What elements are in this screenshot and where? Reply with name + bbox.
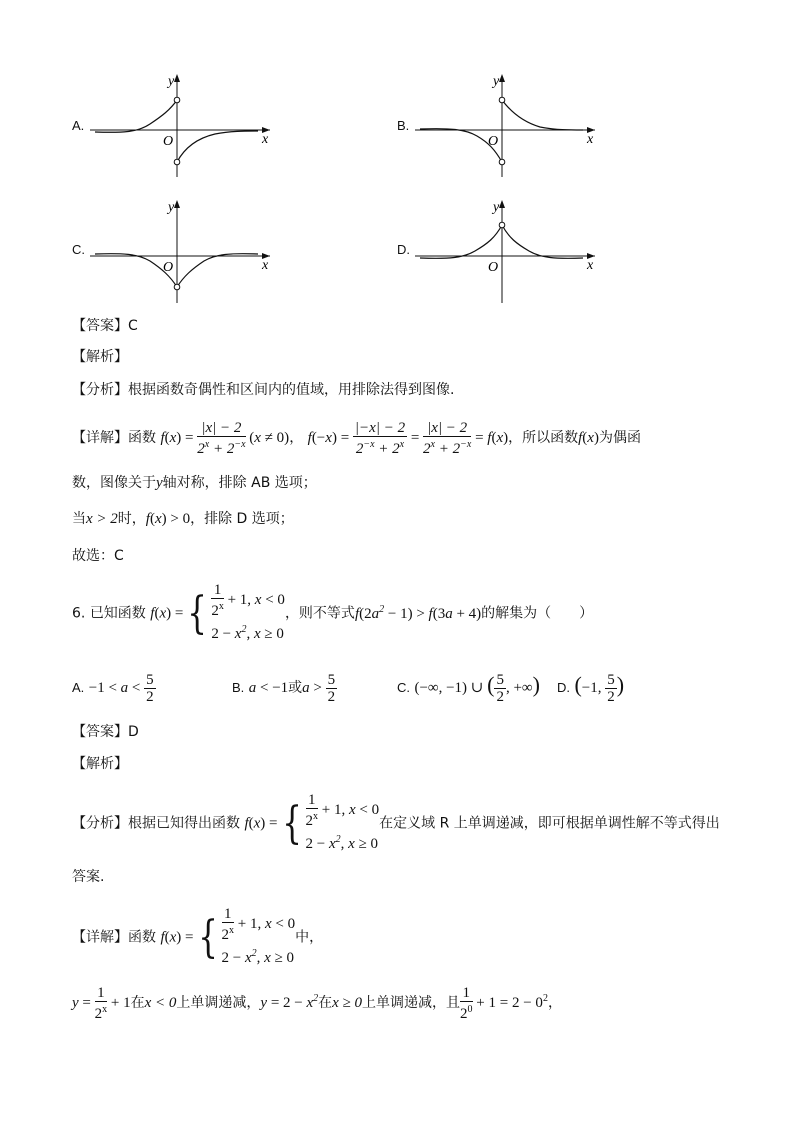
option-b-label: B. bbox=[232, 679, 245, 695]
formula-y1: y = $\frac{1}{2^x}$ + 1 bbox=[72, 985, 131, 1022]
graph-a bbox=[90, 72, 280, 177]
detail-text: ， bbox=[547, 994, 562, 1011]
condition: x > 2 bbox=[86, 511, 118, 527]
graph-b-label: B. bbox=[397, 118, 410, 133]
q5-detail-line2 bbox=[72, 473, 317, 493]
q5-detail-line1: 【详解】函数 f(x) = $\frac{|x| - 2}{2^x + 2^{-x}}$ (x ≠ 0)， f(−x) = $\frac{|-x| - 2}{2^{-x} + 2^x}$ = $\frac{|x| - 2}{2^x + 2^{-x}}$ = f(x)，所以函数f(x)为偶函 bbox=[72, 420, 641, 457]
answer-value: C bbox=[128, 318, 138, 334]
brace: { bbox=[197, 911, 218, 963]
q6-detail-last bbox=[72, 985, 562, 1022]
graph-d-x: x bbox=[587, 258, 594, 273]
detail-text: 函数 bbox=[128, 429, 156, 446]
graph-a-x: x bbox=[262, 132, 269, 147]
detail-text: 函数 bbox=[128, 929, 156, 946]
detail-text: 时， bbox=[117, 511, 146, 527]
formula-fx: f(x) bbox=[578, 429, 599, 446]
cases: $\frac{1}{2^x}$ + 1, x < 0 $2 - x^2$, x ≥ 0 bbox=[305, 792, 380, 852]
inequality: $f(2a^2 - 1) > f(3a + 4)$ bbox=[354, 603, 482, 622]
option-b: B. a < −1或a > $\frac{5}{2}$ bbox=[232, 672, 336, 705]
graph-d bbox=[415, 198, 605, 303]
stem-text: 已知函数 bbox=[89, 605, 146, 622]
stem-text: 的解集为（ ） bbox=[481, 605, 594, 622]
question-number: 6. bbox=[72, 605, 86, 622]
answer-tag: 【答案】 bbox=[72, 724, 128, 740]
graph-a-y: y bbox=[168, 74, 175, 89]
formula-eq: $\frac{1}{2^0}$ + $1 = 2 - 0^2$ bbox=[460, 985, 548, 1022]
fenxi-text: 根据已知得出函数 bbox=[128, 815, 240, 832]
q6-options bbox=[72, 672, 156, 705]
graph-b-o: O bbox=[488, 134, 499, 149]
graph-d-label: D. bbox=[397, 242, 410, 257]
formula-y2: $y = 2 - x^2$ bbox=[260, 992, 319, 1011]
graph-a-o: O bbox=[163, 134, 174, 149]
graph-b-y: y bbox=[493, 74, 500, 89]
graph-c-label: C. bbox=[72, 242, 85, 257]
cases: $\frac{1}{2^x}$ + 1, x < 0 $2 - x^2$, x ≥ 0 bbox=[221, 906, 296, 966]
detail-text: 上单调递减，且 bbox=[362, 994, 461, 1011]
q6-analysis-tag: 【解析】 bbox=[72, 756, 128, 772]
piecewise-def: f(x) = bbox=[244, 815, 278, 832]
answer-value: D bbox=[128, 724, 139, 740]
graph-a-label: A. bbox=[72, 118, 85, 133]
brace: { bbox=[187, 587, 208, 639]
graph-c bbox=[90, 198, 280, 303]
fenxi-tag: 【分析】 bbox=[72, 815, 128, 832]
axis-y: y bbox=[156, 475, 163, 491]
brace: { bbox=[281, 797, 302, 849]
graph-c-y: y bbox=[168, 200, 175, 215]
condition: x ≥ 0 bbox=[332, 994, 363, 1011]
option-a-label: A. bbox=[72, 679, 85, 695]
piecewise-def: f(x) = bbox=[160, 929, 194, 946]
fenxi-text: 根据函数奇偶性和区间内的值域，用排除法得到图像. bbox=[128, 382, 455, 398]
xiangjie-tag: 【详解】 bbox=[72, 929, 128, 946]
stem-text: ，则不等式 bbox=[284, 605, 355, 622]
option-c: C. (−∞, −1) ∪ ( $\frac{5}{2}$ , +∞) bbox=[397, 671, 540, 705]
detail-text: 数，图像关于 bbox=[72, 475, 156, 491]
fenxi-text: 在定义域 R 上单调递减，即可根据单调性解不等式得出 bbox=[379, 815, 720, 832]
graph-b-x: x bbox=[587, 132, 594, 147]
condition: x < 0 bbox=[144, 994, 177, 1011]
detail-text: ，所以函数 bbox=[508, 429, 579, 446]
q6-detail bbox=[72, 906, 323, 969]
option-c-label: C. bbox=[397, 679, 410, 695]
answer-tag: 【答案】 bbox=[72, 318, 128, 334]
formula-f2: f(−x) = $\frac{|-x| - 2}{2^{-x} + 2^x}$ = $\frac{|x| - 2}{2^x + 2^{-x}}$ = f(x) bbox=[307, 420, 509, 457]
graph-c-x: x bbox=[262, 258, 269, 273]
formula-pos: f(x) > 0 bbox=[145, 511, 191, 527]
q5-choice: 故选：C bbox=[72, 548, 124, 564]
piecewise-def: f(x) = bbox=[150, 605, 184, 622]
xiangjie-tag: 【详解】 bbox=[72, 429, 128, 446]
option-d: D. (−1, $\frac{5}{2}$ ) bbox=[557, 671, 625, 705]
detail-text: 当 bbox=[72, 511, 86, 527]
graph-c-o: O bbox=[163, 260, 174, 275]
fenxi-tag: 【分析】 bbox=[72, 382, 128, 398]
or-text: 或 bbox=[288, 679, 303, 696]
detail-text: 轴对称，排除 AB 选项； bbox=[162, 475, 317, 491]
formula-f1: f(x) = $\frac{|x| - 2}{2^x + 2^{-x}}$ (x ≠ 0) bbox=[160, 420, 290, 457]
q6-fenxi bbox=[72, 792, 720, 855]
detail-text: 在 bbox=[318, 994, 333, 1011]
graph-b bbox=[415, 72, 605, 177]
detail-text: 中， bbox=[295, 929, 324, 946]
q6-fenxi-cont: 答案. bbox=[72, 869, 105, 885]
detail-text: 为偶函 bbox=[598, 429, 641, 446]
cases: $\frac{1}{2^x}$ + 1, x < 0 $2 - x^2$, x ≥ 0 bbox=[211, 582, 285, 642]
option-a: A. −1 < a < $\frac{5}{2}$ bbox=[72, 672, 154, 705]
q6-answer bbox=[72, 722, 139, 742]
q6-stem bbox=[72, 582, 593, 645]
detail-text: 上单调递减， bbox=[176, 994, 261, 1011]
graph-d-y: y bbox=[493, 200, 500, 215]
detail-text: 在 bbox=[130, 994, 145, 1011]
option-d-label: D. bbox=[557, 679, 570, 695]
q5-fenxi bbox=[72, 380, 454, 400]
q5-answer bbox=[72, 316, 138, 336]
q5-analysis-tag: 【解析】 bbox=[72, 349, 128, 365]
q5-detail-line3 bbox=[72, 509, 294, 529]
detail-text: ，排除 D 选项； bbox=[190, 511, 294, 527]
graph-d-o: O bbox=[488, 260, 499, 275]
